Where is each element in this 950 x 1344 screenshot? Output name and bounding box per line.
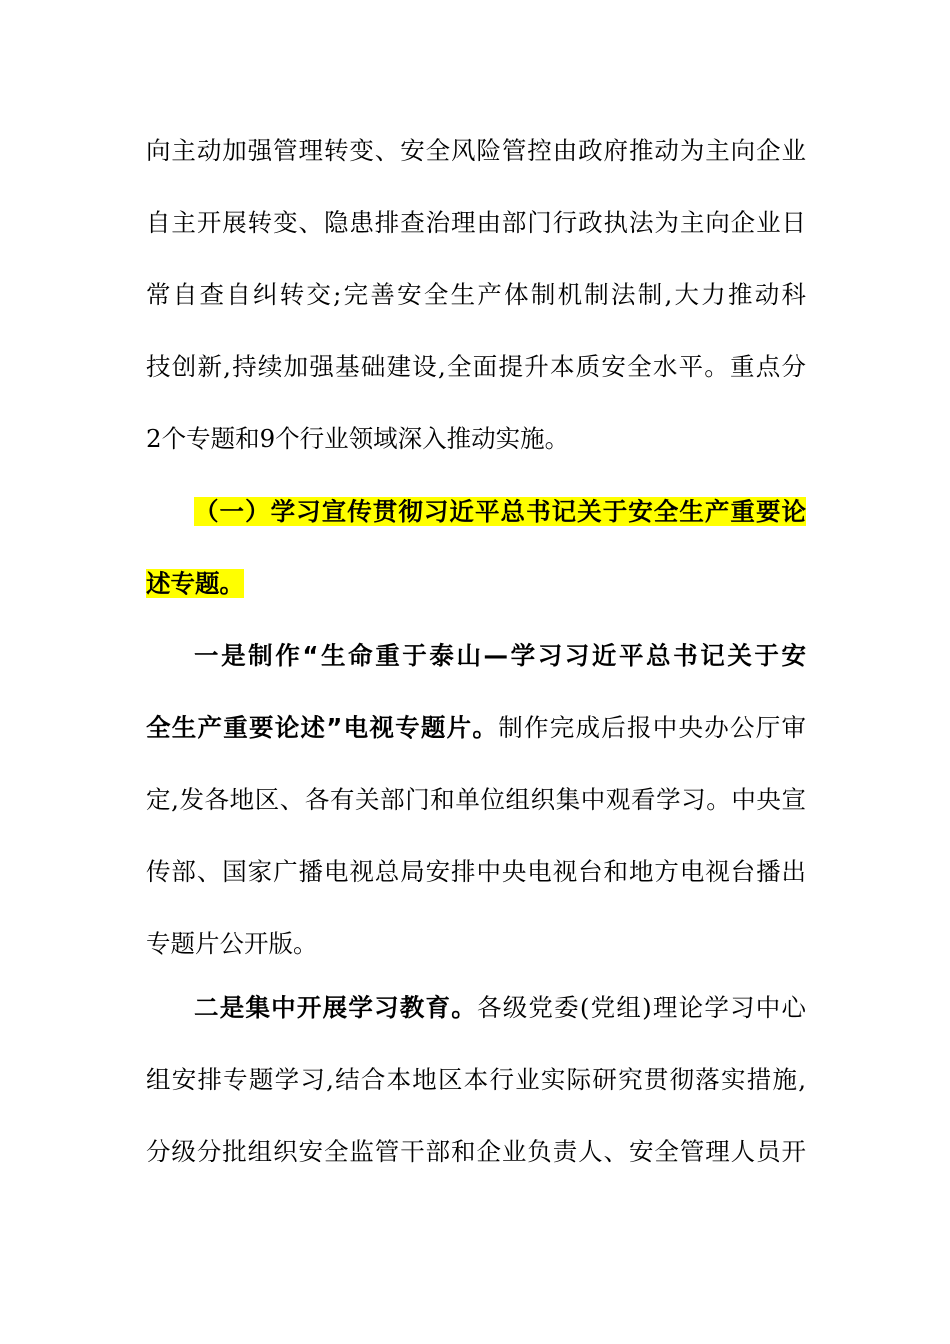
item1-bold-title: 一是制作“生命重于泰山—学习习近平总书记关于安 [194, 641, 806, 670]
item2-line3: 分级分批组织安全监管干部和企业负责人、安全管理人员开 [146, 1137, 806, 1166]
item2-line1 [146, 990, 806, 1026]
section-heading-line2: 述专题。 [146, 569, 244, 598]
body-line: 向主动加强管理转变、安全风险管控由政府推动为主向企业 [146, 136, 806, 165]
section-heading-continued [146, 566, 806, 602]
item1-line5: 专题片公开版。 [146, 929, 318, 958]
body-line: 2个专题和9个行业领域深入推动实施。 [146, 424, 570, 453]
item2-text: 各级党委(党组)理论学习中心 [476, 993, 806, 1022]
item1-line1 [146, 638, 806, 674]
section-heading [146, 494, 806, 530]
item1-line3: 定,发各地区、各有关部门和单位组织集中观看学习。中央宣 [146, 785, 806, 814]
item2-bold-title: 二是集中开展学习教育。 [194, 993, 477, 1022]
body-line: 常自查自纠转交;完善安全生产体制机制法制,大力推动科 [146, 280, 806, 309]
item2-line2: 组安排专题学习,结合本地区本行业实际研究贯彻落实措施, [146, 1065, 806, 1094]
item1-text: 制作完成后报中央办公厅审 [498, 713, 806, 742]
item1-line4: 传部、国家广播电视总局安排中央电视台和地方电视台播出 [146, 857, 806, 886]
body-line: 自主开展转变、隐患排查治理由部门行政执法为主向企业日 [146, 208, 806, 237]
item1-bold-title-end: 全生产重要论述”电视专题片。 [146, 713, 499, 742]
body-line: 技创新,持续加强基础建设,全面提升本质安全水平。重点分 [146, 352, 806, 381]
item1-line2 [146, 710, 806, 746]
section-heading-line1: （一）学习宣传贯彻习近平总书记关于安全生产重要论 [194, 497, 806, 526]
